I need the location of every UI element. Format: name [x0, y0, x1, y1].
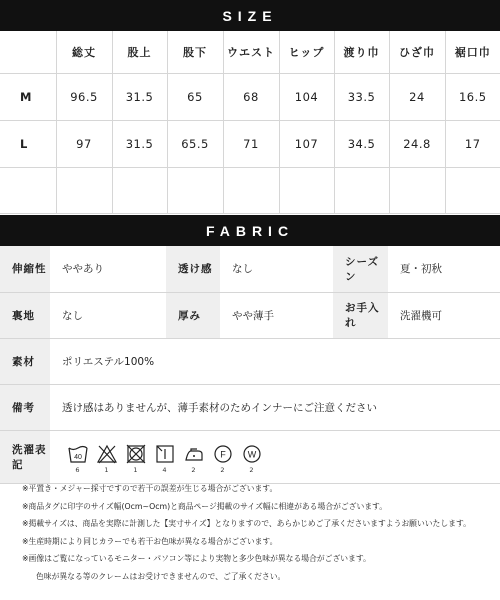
dry-clean-letter: F	[219, 449, 226, 459]
size-header-cell: ひざ巾	[389, 31, 445, 73]
size-cell: 24.8	[389, 120, 445, 167]
wash-number: 1	[133, 465, 138, 474]
season-value: 夏・初秋	[388, 246, 500, 292]
size-row-l	[0, 120, 500, 167]
size-cell: 104	[279, 73, 334, 120]
size-cell-empty	[167, 167, 223, 213]
dry-clean-f-icon	[212, 443, 234, 465]
wash-icons	[50, 440, 500, 474]
wash-number: 2	[191, 465, 196, 474]
material-label: 素材	[0, 338, 50, 384]
wash-40-icon	[67, 443, 89, 465]
size-cell: 96.5	[56, 73, 112, 120]
size-table	[0, 31, 500, 214]
note-item: ※画像はご覧になっているモニター・パソコン等により実物と多少色味が異なる場合がございます。	[22, 554, 371, 563]
size-header-row	[0, 31, 500, 73]
size-row-label: L	[0, 120, 56, 167]
remarks-value: 透け感はありませんが、薄手素材のためインナーにご注意ください	[50, 384, 500, 430]
size-cell-empty	[445, 167, 500, 213]
size-cell-empty	[334, 167, 389, 213]
size-cell: 33.5	[334, 73, 389, 120]
fabric-table	[0, 246, 500, 484]
notes-list	[22, 485, 492, 590]
size-cell: 16.5	[445, 73, 500, 120]
lining-value: なし	[50, 292, 166, 338]
note-item: ※商品タグに印字のサイズ幅(Ocm~Ocm)と商品ページ掲載のサイズ幅に相違がある場合がございます。	[22, 501, 388, 511]
wash-item	[240, 443, 263, 474]
size-cell: 65	[167, 73, 223, 120]
fabric-row-material	[0, 338, 500, 384]
size-section-title: SIZE	[0, 0, 500, 31]
note-item: ※生産時期により同じカラーでも若干お色味が異なる場合がございます。	[22, 536, 278, 546]
note-item: 色味が異なる等のクレームはお受けできませんので、ご了承ください。	[36, 571, 286, 581]
wash-number: 6	[75, 465, 80, 474]
size-cell: 31.5	[112, 120, 167, 167]
size-header-cell: ヒップ	[279, 31, 334, 73]
sheer-label: 透け感	[166, 246, 220, 292]
size-cell: 34.5	[334, 120, 389, 167]
wash-icons-cell	[50, 430, 500, 483]
fabric-row-1	[0, 246, 500, 292]
wash-label: 洗濯表記	[0, 430, 50, 483]
size-row-label: M	[0, 73, 56, 120]
fabric-row-remarks	[0, 384, 500, 430]
wash-item	[153, 443, 176, 474]
thickness-label: 厚み	[166, 292, 220, 338]
material-value: ポリエステル100%	[50, 338, 500, 384]
sheer-value: なし	[220, 246, 333, 292]
size-cell: 65.5	[167, 120, 223, 167]
size-cell: 31.5	[112, 73, 167, 120]
note-item: ※掲載サイズは、商品を実際に計測した【実寸サイズ】となりますので、あらかじめご了承くださいますようお願いいたします。	[22, 519, 471, 528]
iron-low-icon	[183, 443, 205, 465]
wash-number: 1	[104, 465, 109, 474]
size-cell: 68	[223, 73, 279, 120]
wash-number: 2	[220, 465, 225, 474]
no-bleach-icon	[96, 443, 118, 465]
size-cell-empty	[389, 167, 445, 213]
line-dry-icon	[154, 443, 176, 465]
size-header-cell: ウエスト	[223, 31, 279, 73]
size-row-m	[0, 73, 500, 120]
fabric-row-wash	[0, 430, 500, 483]
wash-40-text: 40	[73, 453, 82, 461]
size-header-cell: 総丈	[56, 31, 112, 73]
wash-item	[182, 443, 205, 474]
thickness-value: やや薄手	[220, 292, 333, 338]
size-cell-empty	[112, 167, 167, 213]
wash-item	[95, 443, 118, 474]
wet-clean-w-icon	[241, 443, 263, 465]
wet-clean-letter: W	[247, 449, 256, 459]
size-cell-empty	[0, 167, 56, 213]
size-cell: 24	[389, 73, 445, 120]
season-label: シーズン	[333, 246, 388, 292]
fabric-row-2	[0, 292, 500, 338]
fabric-section-title: FABRIC	[0, 215, 500, 246]
note-item: ※平置き・メジャー採寸ですので若干の誤差が生じる場合がございます。	[22, 484, 278, 493]
size-row-empty	[0, 167, 500, 213]
size-header-cell: 股上	[112, 31, 167, 73]
size-cell-empty	[223, 167, 279, 213]
size-cell-empty	[279, 167, 334, 213]
no-tumble-dry-icon	[125, 443, 147, 465]
care-value: 洗濯機可	[388, 292, 500, 338]
size-cell: 71	[223, 120, 279, 167]
wash-number: 4	[162, 465, 167, 474]
size-cell: 107	[279, 120, 334, 167]
size-header-cell: 渡り巾	[334, 31, 389, 73]
size-header-cell: 裾口巾	[445, 31, 500, 73]
stretch-value: ややあり	[50, 246, 166, 292]
wash-item	[124, 443, 147, 474]
stretch-label: 伸縮性	[0, 246, 50, 292]
remarks-label: 備考	[0, 384, 50, 430]
wash-item	[66, 443, 89, 474]
size-cell: 17	[445, 120, 500, 167]
size-cell-empty	[56, 167, 112, 213]
size-header-blank	[0, 31, 56, 73]
size-cell: 97	[56, 120, 112, 167]
wash-number: 2	[249, 465, 254, 474]
lining-label: 裏地	[0, 292, 50, 338]
size-header-cell: 股下	[167, 31, 223, 73]
wash-item	[211, 443, 234, 474]
care-label: お手入れ	[333, 292, 388, 338]
